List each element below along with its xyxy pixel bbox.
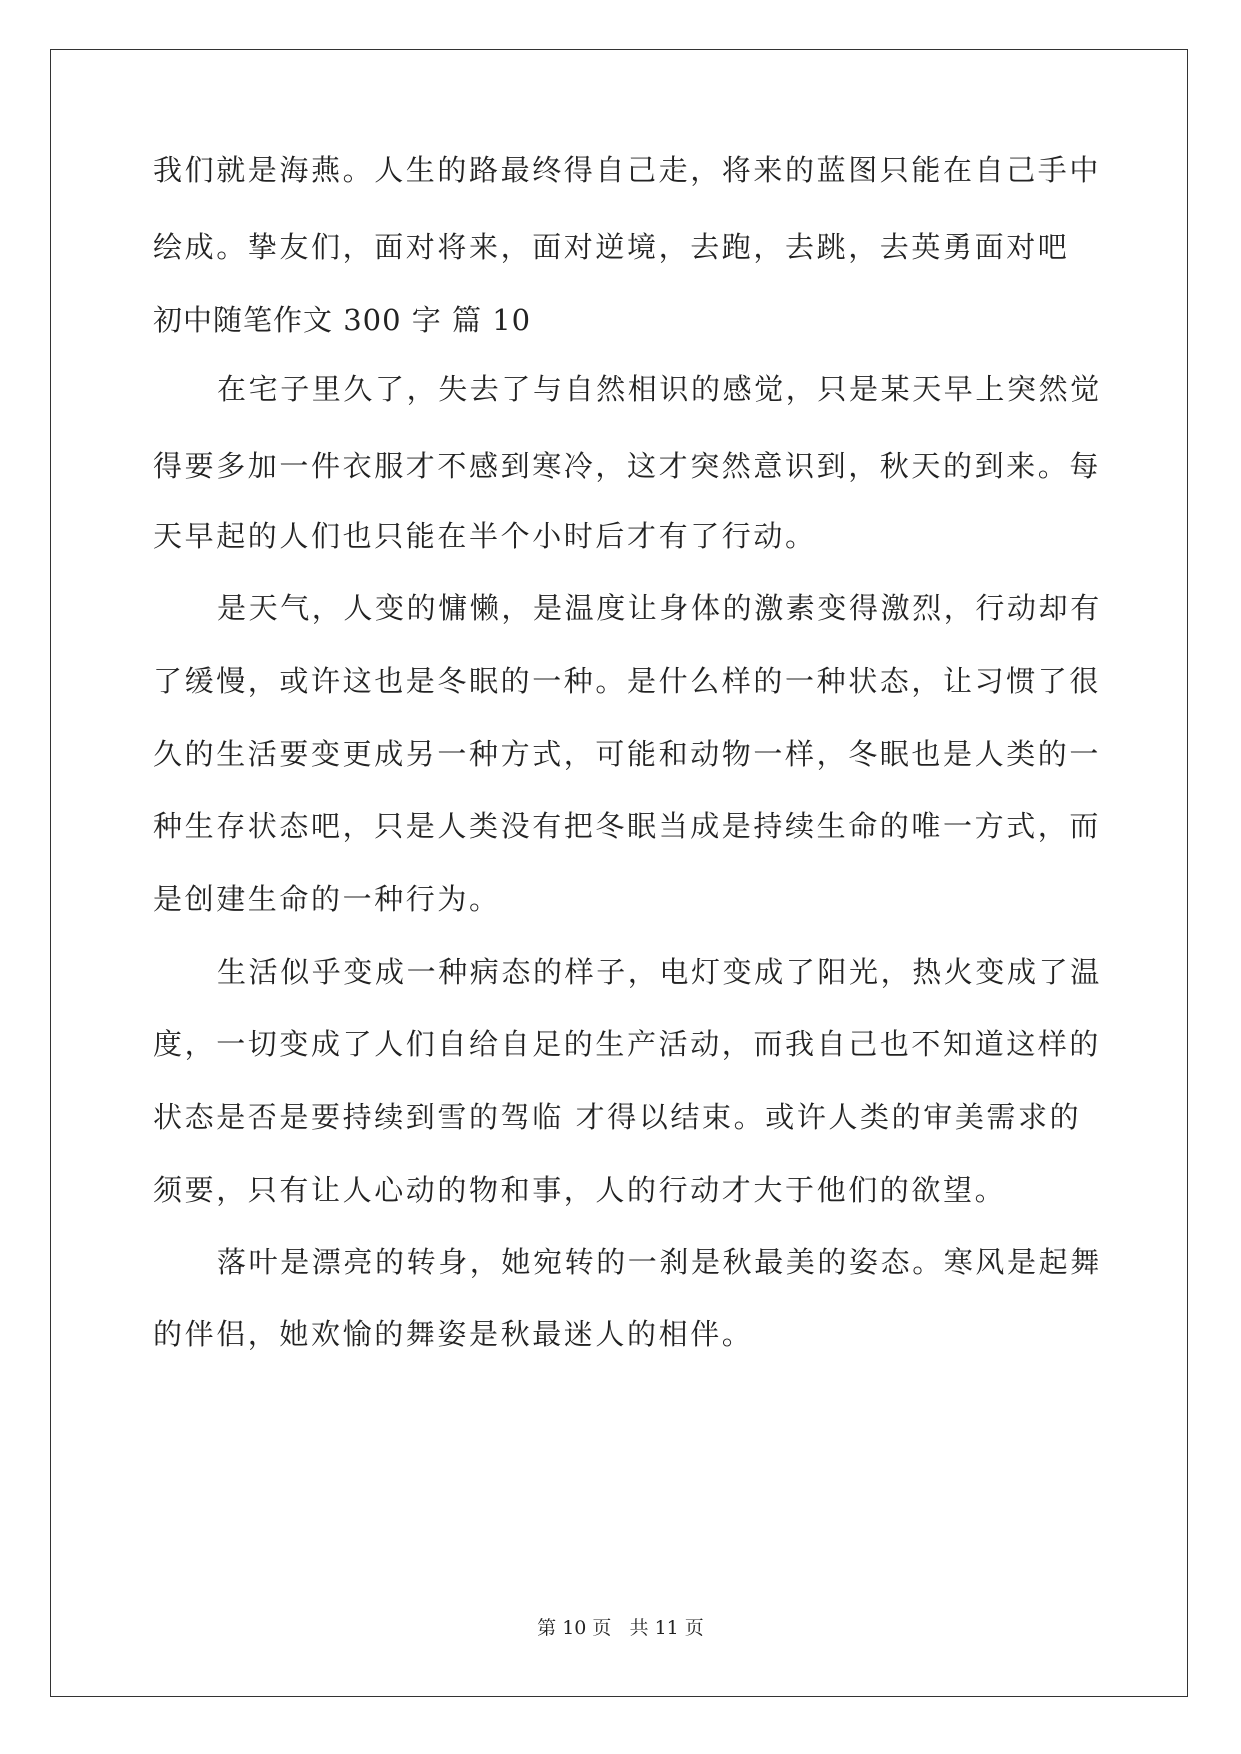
text-line: 状态是否是要持续到雪的驾临 才得以结束。或许人类的审美需求的 xyxy=(153,1100,1082,1134)
text-line: 种生存状态吧，只是人类没有把冬眠当成是持续生命的唯一方式，而 xyxy=(153,809,1102,843)
text-line: 我们就是海燕。人生的路最终得自己走，将来的蓝图只能在自己手中 xyxy=(153,153,1102,187)
text-line: 是创建生命的一种行为。 xyxy=(153,882,501,916)
page-number-label: 第 10 页 共 11 页 xyxy=(537,1617,704,1639)
page-border xyxy=(50,49,1188,1697)
text-line: 得要多加一件衣服才不感到寒冷，这才突然意识到，秋天的到来。每 xyxy=(153,449,1102,483)
text-line: 久的生活要变更成另一种方式，可能和动物一样，冬眠也是人类的一 xyxy=(153,737,1102,771)
paragraph-first-line: 在宅子里久了，失去了与自然相识的感觉，只是某天早上突然觉 xyxy=(217,372,1102,406)
text-line: 了缓慢，或许这也是冬眠的一种。是什么样的一种状态，让习惯了很 xyxy=(153,664,1102,698)
text-line: 绘成。挚友们，面对将来，面对逆境，去跑，去跳，去英勇面对吧 xyxy=(153,230,1070,264)
text-line: 的伴侣，她欢愉的舞姿是秋最迷人的相伴。 xyxy=(153,1317,754,1351)
text-line: 须要，只有让人心动的物和事，人的行动才大于他们的欲望。 xyxy=(153,1173,1007,1207)
page-number-footer xyxy=(0,1616,1241,1640)
text-line: 度，一切变成了人们自给自足的生产活动，而我自己也不知道这样的 xyxy=(153,1027,1102,1061)
section-heading: 初中随笔作文 300 字 篇 10 xyxy=(153,303,532,337)
text-line: 天早起的人们也只能在半个小时后才有了行动。 xyxy=(153,519,817,553)
paragraph-first-line: 生活似乎变成一种病态的样子，电灯变成了阳光，热火变成了温 xyxy=(217,955,1102,989)
paragraph-first-line: 落叶是漂亮的转身，她宛转的一刹是秋最美的姿态。寒风是起舞 xyxy=(217,1245,1102,1279)
paragraph-first-line: 是天气，人变的慵懒，是温度让身体的激素变得激烈，行动却有 xyxy=(217,591,1102,625)
